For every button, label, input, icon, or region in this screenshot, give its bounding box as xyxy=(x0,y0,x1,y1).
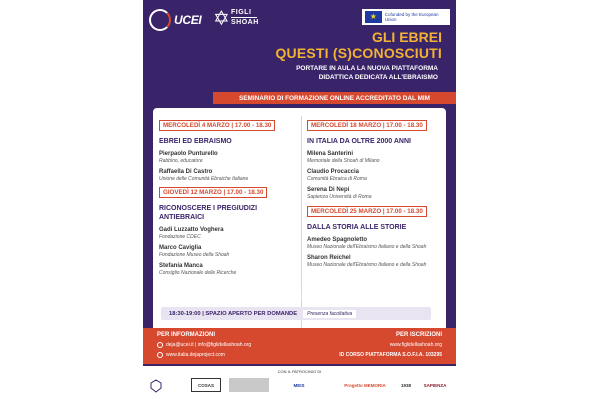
speaker-name: Claudio Procaccia xyxy=(307,169,360,175)
figli-logo-text-1: FIGLI xyxy=(231,9,252,16)
session-date: GIOVEDÌ 12 MARZO | 17.00 - 18.30 xyxy=(159,187,267,198)
session-1 xyxy=(159,114,297,182)
speaker-role: Sapienza Università di Roma xyxy=(307,194,372,200)
speaker xyxy=(307,255,445,268)
session-date: MERCOLEDÌ 18 MARZO | 17.00 - 18.30 xyxy=(307,120,427,131)
speaker-role: Museo Nazionale dell'Ebraismo Italiano e della Shoah xyxy=(307,244,427,250)
session-title: IN ITALIA DA OLTRE 2000 ANNI xyxy=(307,138,411,145)
questions-tag: Presenza facoltativa xyxy=(303,310,356,318)
patron-logo-museum xyxy=(229,378,269,392)
speaker-name: Stefania Manca xyxy=(159,263,203,269)
patronage-label: CON IL PATROCINIO DI xyxy=(277,369,322,374)
ucei-mark-icon xyxy=(149,9,171,31)
speaker xyxy=(307,169,445,182)
speaker xyxy=(307,237,445,250)
star-of-david-icon: ✡ xyxy=(213,8,230,30)
eu-badge-text: Cofunded by the European Union xyxy=(384,12,439,22)
speaker-name: Pierpaolo Punturello xyxy=(159,151,218,157)
poster-subtitle-line-1: PORTARE IN AULA LA NUOVA PIATTAFORMA xyxy=(296,65,438,72)
eu-flag-icon: ★ xyxy=(365,11,382,23)
speaker-name: Amedeo Spagnoletto xyxy=(307,237,368,243)
speaker-role: Rabbino, educatore xyxy=(159,158,203,164)
session-3 xyxy=(307,114,445,200)
speaker xyxy=(159,263,297,276)
speaker-role: Comunità Ebraica di Roma xyxy=(307,176,367,182)
speaker-name: Milena Santerini xyxy=(307,151,354,157)
speaker-role: Unione delle Comunità Ebraiche Italiane xyxy=(159,176,249,182)
speaker-role: Fondazione CDEC xyxy=(159,234,201,240)
speaker-name: Gadi Luzzatto Voghera xyxy=(159,227,224,233)
mail-icon xyxy=(157,342,163,348)
info-footer xyxy=(143,328,456,364)
speaker xyxy=(307,187,445,200)
speaker-name: Marco Caviglia xyxy=(159,245,202,251)
questions-bar xyxy=(161,307,431,320)
patronage-strip xyxy=(143,366,456,400)
seminar-poster xyxy=(143,0,456,400)
session-title: EBREI ED EBRAISMO xyxy=(159,138,232,145)
speaker xyxy=(159,151,297,164)
speaker-role: Museo Nazionale dell'Ebraismo Italiano e della Shoah xyxy=(307,262,427,268)
session-2 xyxy=(159,181,297,276)
patron-logo-memoria: Progetto MEMORIA xyxy=(344,382,386,388)
moderators: Moderano Daniela Dana, Raffaella Di Castro, Michelle Nahum Sembira xyxy=(204,294,395,300)
poster-subtitle-line-2: DIDATTICA DEDICATA ALL'EBRAISMO xyxy=(318,74,438,81)
session-date: MERCOLEDÌ 4 MARZO | 17.00 - 18.30 xyxy=(159,120,275,131)
poster-title-line-2: QUESTI (S)CONOSCIUTI xyxy=(275,45,442,61)
info-site-row xyxy=(157,352,225,358)
eu-cofunded-badge xyxy=(362,9,450,25)
speaker-role: Memoriale della Shoah di Milano xyxy=(307,158,380,164)
speaker-role: Fondazione Museo della Shoah xyxy=(159,252,230,258)
ucei-logo-text: UCEI xyxy=(174,13,202,27)
patron-logo-1938: 1938 xyxy=(400,382,411,388)
registration-heading: PER ISCRIZIONI xyxy=(395,332,442,338)
session-title: DALLA STORIA ALLE STORIE xyxy=(307,224,407,231)
info-email[interactable]: deja@ucei.it | info@figlidellashoah.org xyxy=(166,342,252,348)
globe-icon xyxy=(157,352,163,358)
speaker xyxy=(307,151,445,164)
speaker-role: Consiglio Nazionale delle Ricerche xyxy=(159,270,237,276)
ucei-logo xyxy=(149,9,201,31)
session-4 xyxy=(307,200,445,268)
registration-course-id: ID CORSO PIATTAFORMA S.O.F.I.A. 103295 xyxy=(339,352,442,358)
session-date: MERCOLEDÌ 25 MARZO | 17.00 - 18.30 xyxy=(307,206,427,217)
poster-title-line-1: GLI EBREI xyxy=(371,29,442,45)
speaker xyxy=(159,245,297,258)
info-email-row xyxy=(157,342,251,348)
ministry-emblem-icon xyxy=(149,378,163,394)
patron-logo-meis: MEIS xyxy=(293,382,305,388)
speaker xyxy=(159,227,297,240)
patron-logo-sapienza: SAPIENZA xyxy=(423,382,447,388)
speaker-name: Sharon Reichel xyxy=(307,255,351,261)
speaker-name: Raffaella Di Castro xyxy=(159,169,213,175)
program-card xyxy=(153,108,446,338)
info-heading: PER INFORMAZIONI xyxy=(157,332,215,338)
speaker-name: Serena Di Nepi xyxy=(307,187,350,193)
registration-site-link[interactable]: www.figlidellashoah.org xyxy=(389,342,442,348)
figli-logo-text-2: SHOAH xyxy=(231,19,259,26)
info-site-link[interactable]: www.italia.dejaproject.com xyxy=(166,352,225,358)
seminar-banner: SEMINARIO DI FORMAZIONE ONLINE ACCREDITATO DAL MIM xyxy=(213,92,456,104)
questions-label: 18:30-19:00 | SPAZIO APERTO PER DOMANDE xyxy=(169,310,298,317)
patron-logo-cosas: COSAS xyxy=(191,378,221,392)
session-title: RICONOSCERE I PREGIUDIZI ANTIEBRAICI xyxy=(159,205,258,221)
